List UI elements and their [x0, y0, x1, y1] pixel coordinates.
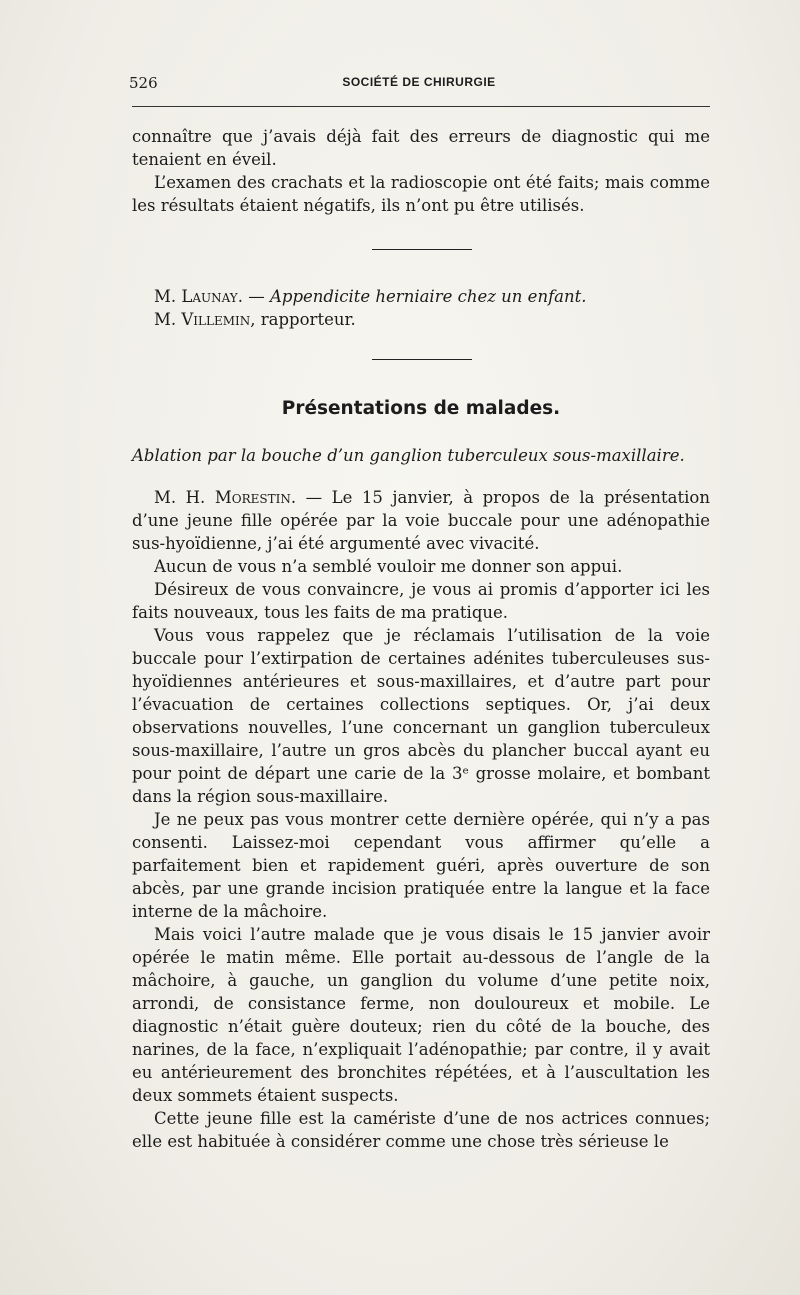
body-paragraph-6: Mais voici l’autre malade que je vous disais le 15 janvier avoir opérée le matin même. Elle portait au-dessous de l’angle de la mâchoire, à gauche, un ganglion du volume d’une petite noix, arrondi, de consistance ferme, non douloureux et mobile. Le diagnostic n’était guère douteux; rien du côté de la bouche, des narines, de la face, n’expliquait l’adénopathie; par contre, il y avait eu antérieurement des bronchites répétées, et à l’auscultation les deux sommets étaient suspects. [132, 925, 710, 1105]
body-paragraph-1-text: . — Le 15 janvier, à propos de la présentation d’une jeune fille opérée par la voie buccale pour une adénopathie sus-hyoïdienne, j’ai été argumenté avec vivacité. [132, 488, 710, 553]
body-author-name: Morestin [214, 488, 291, 507]
body-paragraph-5: Je ne peux pas vous montrer cette dernière opérée, qui n’y a pas consenti. Laissez-moi cependant vous affirmer qu’elle a parfaitement bien et rapidement guéri, après ouverture de son abcès, par une grande incision pratiquée entre la langue et la face interne de la mâchoire. [132, 810, 710, 921]
separator-rule-1 [372, 249, 472, 250]
intro-paragraph-1: connaître que j’avais déjà fait des erreurs de diagnostic qui me tenaient en éveil. [132, 127, 710, 169]
section-subheading: Ablation par la bouche d’un ganglion tuberculeux sous-maxillaire. [132, 446, 685, 465]
report-reporter-line [132, 308, 710, 331]
body-paragraph-1 [132, 486, 710, 555]
report-entry [132, 285, 710, 331]
report-author-prefix: M. [154, 287, 182, 306]
report-dash: . — [237, 287, 270, 306]
intro-text [132, 125, 710, 217]
body-paragraph-7: Cette jeune fille est la camériste d’une de nos actrices connues; elle est habituée à considérer comme une chose très sérieuse le [132, 1109, 710, 1151]
body-text [132, 486, 710, 1153]
section-heading: Présentations de malades. [281, 398, 561, 419]
reporter-prefix: M. [154, 310, 182, 329]
header-rule [132, 106, 710, 107]
body-author-prefix: M. H. [154, 488, 215, 507]
reporter-name: Villemin [181, 310, 251, 329]
body-paragraph-2: Aucun de vous n’a semblé vouloir me donner son appui. [154, 557, 623, 576]
intro-paragraph-2: L’examen des crachats et la radioscopie ont été faits; mais comme les résultats étaient négatifs, ils n’ont pu être utilisés. [132, 173, 710, 215]
running-title: SOCIÉTÉ DE CHIRURGIE [342, 75, 496, 89]
report-author-line [132, 285, 710, 308]
separator-rule-2 [372, 359, 472, 360]
report-author-name: Launay [181, 287, 238, 306]
page-header [125, 74, 713, 94]
report-title: Appendicite herniaire chez un enfant. [269, 287, 587, 306]
page-number: 526 [129, 74, 158, 92]
body-paragraph-3: Désireux de vous convaincre, je vous ai promis d’apporter ici les faits nouveaux, tous les faits de ma pratique. [132, 580, 710, 622]
reporter-suffix: , rapporteur. [250, 310, 356, 329]
body-paragraph-4: Vous vous rappelez que je réclamais l’utilisation de la voie buccale pour l’extirpation de certaines adénites tuberculeuses sus-hyoïdiennes antérieures et sous-maxillaires, et d’autre part pour l’évacuation de certaines collections septiques. Or, j’ai deux observations nouvelles, l’une concernant un ganglion tuberculeux sous-maxillaire, l’autre un gros abcès du plancher buccal ayant eu pour point de départ une carie de la 3ᵉ grosse molaire, et bombant dans la région sous-maxillaire. [132, 626, 710, 806]
